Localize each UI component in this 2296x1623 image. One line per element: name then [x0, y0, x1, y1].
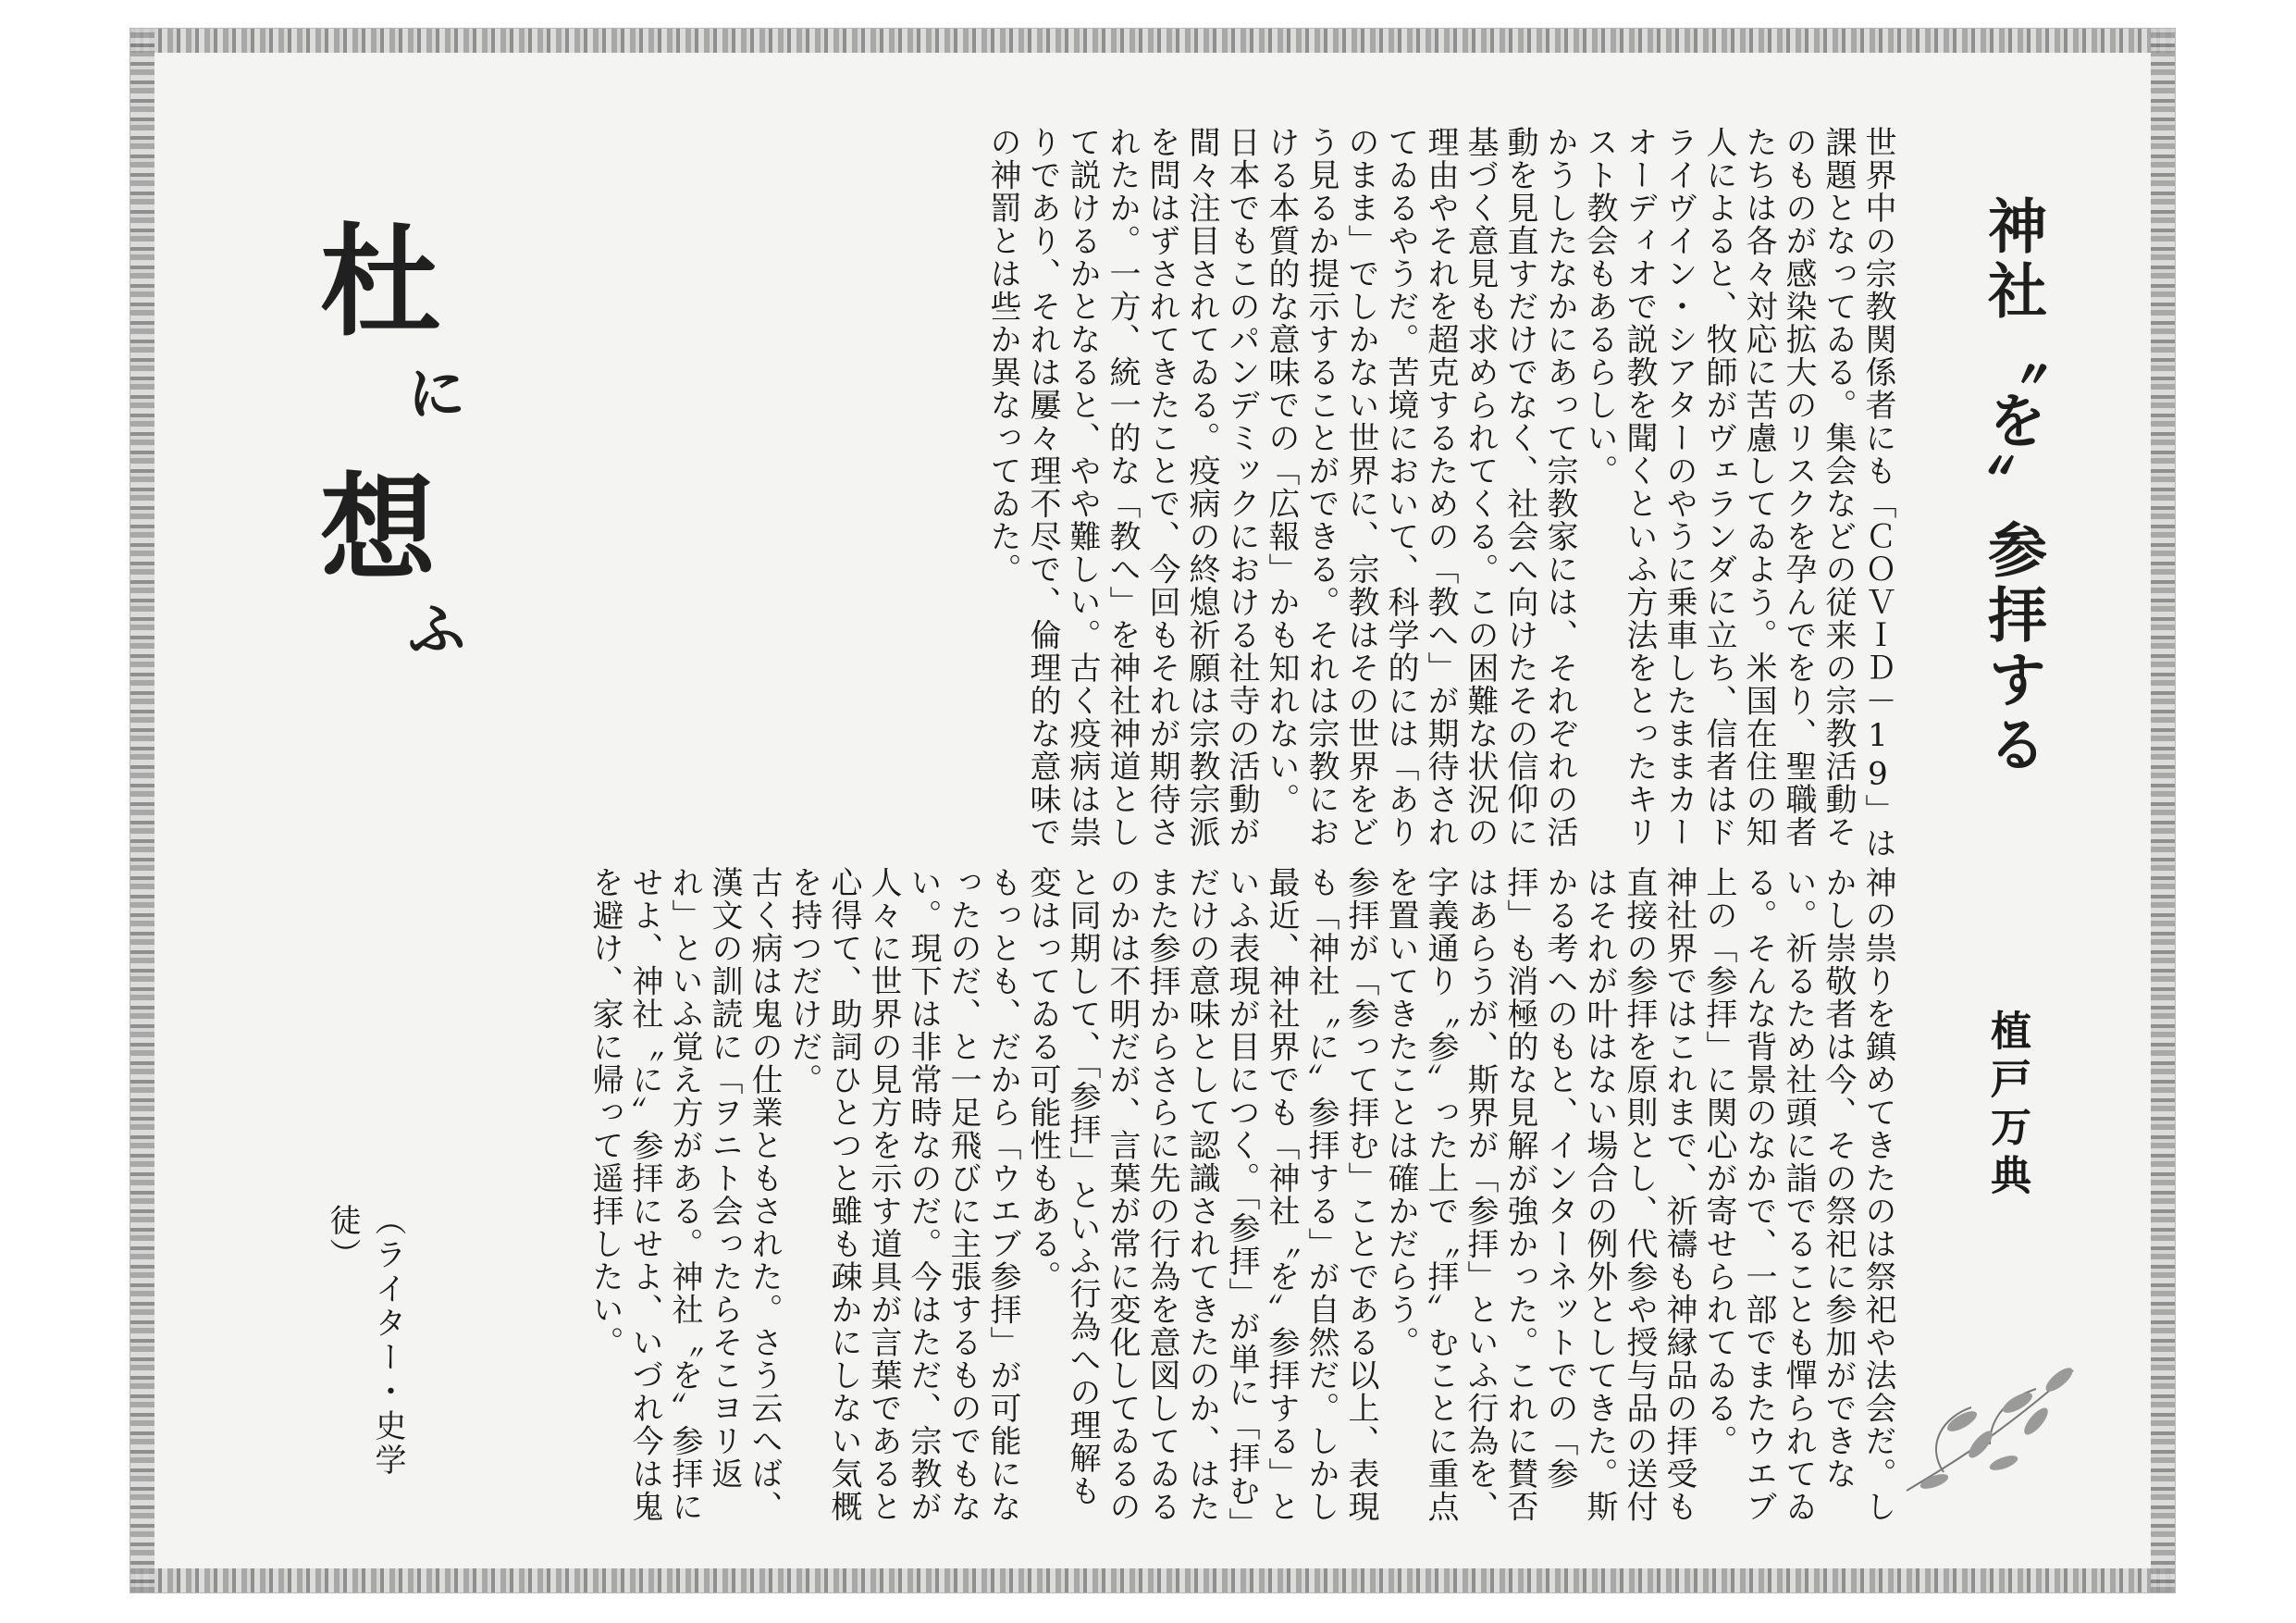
border-top: [130, 29, 2175, 53]
column-name-logo: [306, 186, 547, 741]
border-bottom: [130, 1568, 2175, 1592]
article-body-lower: 神の祟りを鎮めてきたのは祭祀や法会だ。しかし崇敬者は今、その祭祀に参加ができない。祈るため社頭に詣でることも憚られてゐる。そんな背景のなかで、一部でまたウエブ上の「参拝」に関心が寄せられてゐる。 神社界ではこれまで、祈禱も神縁品の拝受も直接の参拝を原則とし、代参や授与品の送付はそれが叶はない場合の例外としてきた。斯かる考へのもと、インターネットでの「参拝」も消極的な見解が強かった。これに賛否はあらうが、斯界が「参拝」といふ行為を、字義通り〝参〟った上で〝拝〟むことに重点を置いてきたことは確かだらう。 参拝が「参って拝む」ことである以上、表現も「神社〝に〟参拝する」が自然だ。しかし最近、神社界でも「神社〝を〟参拝する」といふ表現が目につく。「参拝」が単に「拝む」だけの意味として認識されてきたのか、はたまた参拝からさらに先の行為を意図してゐるのかは不明だが、言葉が常に変化してゐるのと同期して、「参拝」といふ行為への理解も変はってゐる可能性もある。 もっとも、だから「ウエブ参拝」が可能になったのだ、と一足飛びに主張するものでもない。現下は非常時なのだ。今はただ、宗教が人々に世界の見方を示す道具が言葉であると心得て、助詞ひとつと雖も疎かにしない気概を持つだけだ。 古く病は鬼の仕業ともされた。さう云へば、漢文の訓読に「ヲニト会ったらそこヨリ返れ」といふ覚え方がある。神社〝を〟参拝にせよ、神社〝に〟参拝にせよ、いづれ今は鬼を避け、家に帰って遥拝したい。: [586, 866, 1896, 1525]
author-byline: （ライター・史学徒）: [324, 1204, 406, 1478]
article-author: 植戸万典: [1983, 1010, 2031, 1202]
leaf-sprig-icon: [1888, 1333, 2092, 1518]
border-left: [130, 29, 154, 1592]
border-right: [2151, 29, 2175, 1592]
column-name-char: 杜: [320, 212, 441, 353]
article-title: 神社〝を〟参拝する: [1978, 195, 2046, 778]
article-body-upper: 世界中の宗教関係者にも「ＣＯＶＩＤ－19」は課題となってゐる。集会などの従来の宗教活動そのものが感染拡大のリスクを孕んでをり、聖職者たちは各々対応に苦慮してゐよう。米国在住の知人によると、牧師がヴェランダに立ち、信者はドライヴイン・シアターのやうに乗車したままカーオーディオで説教を聞くといふ方法をとったキリスト教会もあるらしい。 かうしたなかにあって宗教家には、それぞれの活動を見直すだけでなく、社会へ向けたその信仰に基づく意見も求められてくる。この困難な状況の理由やそれを超克するための「教へ」が期待されてゐるやうだ。苦境において、科学的には「ありのまま」でしかない世界に、宗教はその世界をどう見るか提示することができる。それは宗教における本質的な意味での「広報」かも知れない。 日本でもこのパンデミックにおける社寺の活動が間々注目されてゐる。疫病の終熄祈願は宗教宗派を問はずされてきたことで、今回もそれが期待されたか。一方、統一的な「教へ」を神社神道として説けるかとなると、やや難しい。古く疫病は祟りであり、それは屢々理不尽で、倫理的な意味での神罰とは些か異なってゐた。: [984, 126, 1896, 860]
column-name-char: ふ: [408, 596, 466, 663]
newspaper-clipping: [130, 28, 2176, 1593]
column-name-char: 想: [320, 463, 436, 597]
column-name-char: に: [408, 360, 466, 427]
